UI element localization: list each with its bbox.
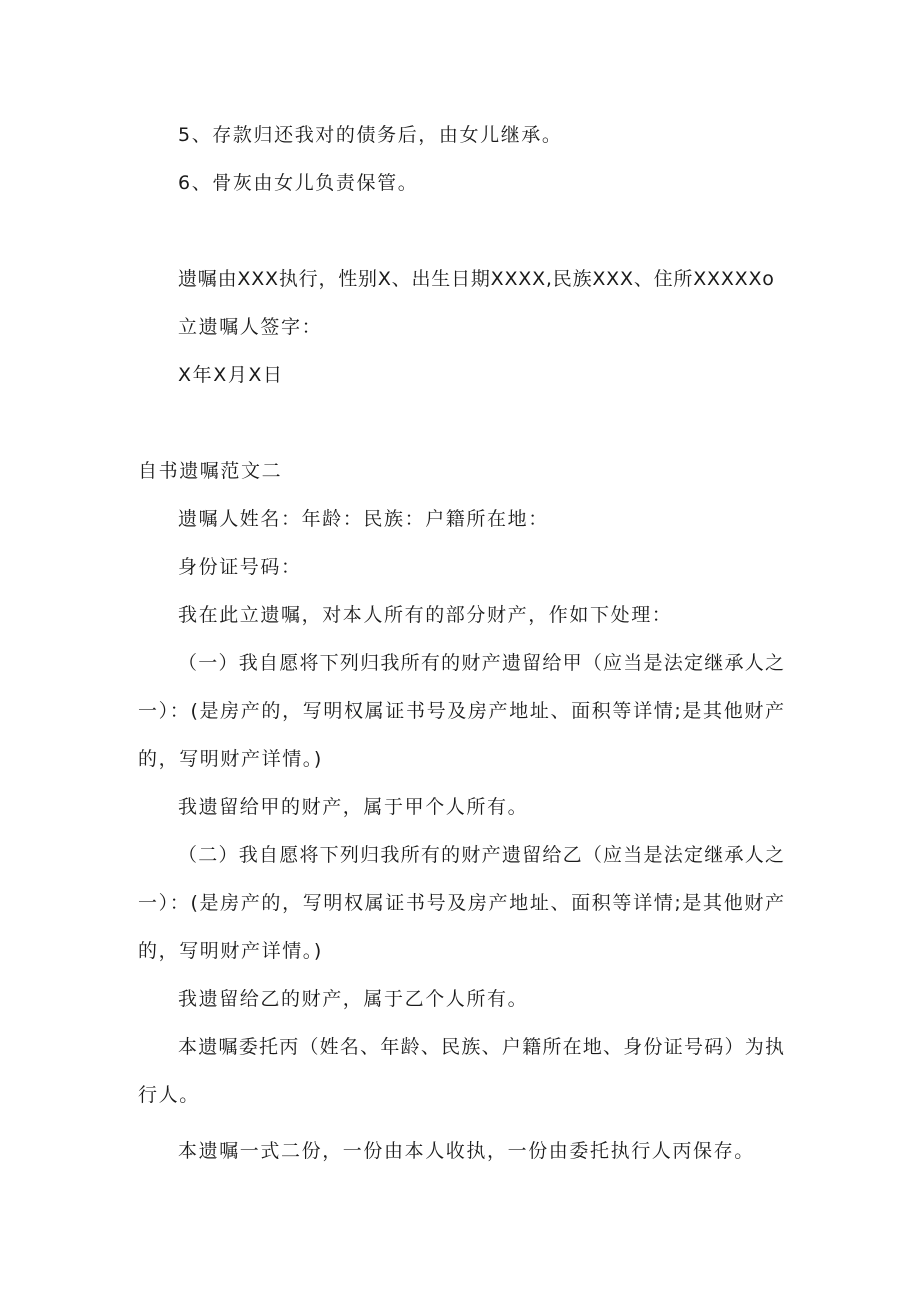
item-5: 5、存款归还我对的债务后，由女儿继承。 bbox=[178, 124, 563, 146]
copies-clause: 本遗嘱一式二份，一份由本人收执，一份由委托执行人丙保存。 bbox=[178, 1140, 755, 1162]
clause-2-line-2: 一）：(是房产的，写明权属证书号及房产地址、面积等详情;是其他财产 bbox=[138, 892, 784, 914]
signature-label: 立遗嘱人签字： bbox=[178, 316, 323, 338]
clause-1-line-3: 的，写明财产详情。) bbox=[138, 748, 323, 770]
executor-clause-line-2: 行人。 bbox=[138, 1084, 200, 1106]
clause-2-line-1: （二）我自愿将下列归我所有的财产遗留给乙（应当是法定继承人之 bbox=[178, 844, 784, 866]
intro-paragraph: 我在此立遗嘱，对本人所有的部分财产，作如下处理： bbox=[178, 604, 673, 626]
clause-1-line-1: （一）我自愿将下列归我所有的财产遗留给甲（应当是法定继承人之 bbox=[178, 652, 784, 674]
section-title: 自书遗嘱范文二 bbox=[138, 460, 283, 482]
executor-line: 遗嘱由XXX执行，性别X、出生日期XXXX,民族XXX、住所XXXXXo bbox=[178, 268, 775, 290]
clause-2-ownership: 我遗留给乙的财产，属于乙个人所有。 bbox=[178, 988, 529, 1010]
testator-info: 遗嘱人姓名：年龄：民族：户籍所在地： bbox=[178, 508, 549, 530]
clause-1-ownership: 我遗留给甲的财产，属于甲个人所有。 bbox=[178, 796, 529, 818]
clause-2-line-3: 的，写明财产详情。) bbox=[138, 940, 323, 962]
date-line: X年X月X日 bbox=[178, 364, 284, 386]
id-number-label: 身份证号码： bbox=[178, 556, 302, 578]
item-6: 6、骨灰由女儿负责保管。 bbox=[178, 172, 419, 194]
clause-1-line-2: 一）：(是房产的，写明权属证书号及房产地址、面积等详情;是其他财产 bbox=[138, 700, 784, 722]
executor-clause-line-1: 本遗嘱委托丙（姓名、年龄、民族、户籍所在地、身份证号码）为执 bbox=[178, 1036, 784, 1058]
